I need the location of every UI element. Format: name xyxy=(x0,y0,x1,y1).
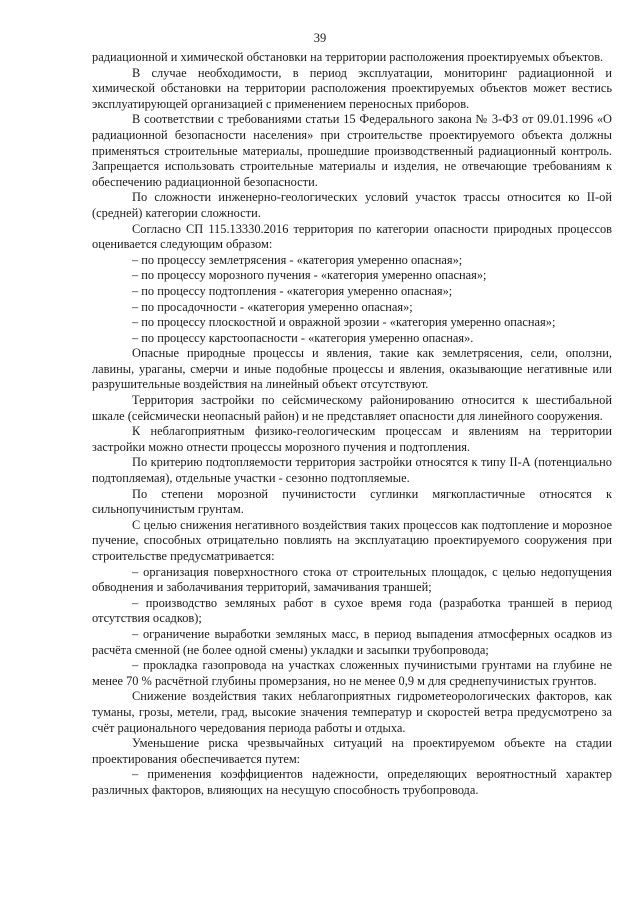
paragraph-mitigation-intro: С целью снижения негативного воздействия таких процессов как подтопление и морозное пучение, способных отрицательно повлиять на эксплуатацию проектируемого сооружения при строительстве предусматривается: xyxy=(92,517,612,563)
page-number: 39 xyxy=(313,31,327,45)
list-item-runoff: – организация поверхностного стока от строительных площадок, с целью недопущения обводнения и заболачивания территорий, замачивания траншей; xyxy=(92,564,612,595)
paragraph-frost-soils: По степени морозной пучинистости суглинки мягкопластичные относятся к сильнопучинистым грунтам. xyxy=(92,486,612,517)
paragraph-hazardous-processes: Опасные природные процессы и явления, такие как землетрясения, сели, оползни, лавины, ураганы, смерчи и иные подобные процессы и явления, оказывающие негативные или разрушительные воздействия на линейный объект отсутствуют. xyxy=(92,346,612,392)
paragraph-federal-law: В соответствии с требованиями статьи 15 Федерального закона № 3-ФЗ от 09.01.1996 «О радиационной безопасности населения» при строительстве проектируемого объекта должны применяться строительные материалы, прошедшие производственный радиационный контроль. Запрещается использовать строительные материалы и изделия, не отвечающие требованиям к обеспечению радиационной безопасности. xyxy=(92,112,612,189)
list-item-subsidence: – по просадочности - «категория умеренно опасная»; xyxy=(132,299,413,314)
list-item-dry-season: – производство земляных работ в сухое время года (разработка траншей в период отсутствия осадков); xyxy=(92,595,612,626)
list-item-reliability: – применения коэффициентов надежности, определяющих вероятностный характер различных факторов, влияющих на несущую способность трубопровода. xyxy=(92,767,612,797)
list-item-pipeline-depth: – прокладка газопровода на участках сложенных пучинистыми грунтами на глубине не менее 70 % расчётной глубины промерзания, но не менее 0,9 м для среднепучинистых грунтов. xyxy=(92,658,612,688)
paragraph-weather-factors: Снижение воздействия таких неблагоприятных гидрометеорологических факторов, как туманы, грозы, метели, град, высокие значения температур и скоростей ветра предусмотрено за счёт рационального чередования периода работы и отдыха. xyxy=(92,689,612,735)
paragraph-seismic: Территория застройки по сейсмическому районированию относится к шестибальной шкале (сейсмически неопасный район) и не представляет опасности для линейного сооружения. xyxy=(92,393,612,423)
list-item-excavation-limit: – ограничение выработки земляных масс, в период выпадения атмосферных осадков из расчёта сменной (не более одной смены) укладки и засыпки трубопровода; xyxy=(92,626,612,657)
list-item-earthquake: – по процессу землетрясения - «категория умеренно опасная»; xyxy=(132,252,463,267)
paragraph-continuation: радиационной и химической обстановки на территории расположения проектируемых объектов. xyxy=(92,50,604,64)
list-item-frost-heave: – по процессу морозного пучения - «категория умеренно опасная»; xyxy=(132,268,487,283)
list-item-karst: – по процессу карстоопасности - «категория умеренно опасная». xyxy=(132,330,474,345)
list-item-erosion: – по процессу плоскостной и овражной эрозии - «категория умеренно опасная»; xyxy=(132,315,556,330)
paragraph-flooding-type: По критерию подтопляемости территория застройки относятся к типу II-А (потенциально подтопляемая), отдельные участки - сезонно подтопляемые. xyxy=(92,455,612,486)
paragraph-hazard-intro: Согласно СП 115.13330.2016 территория по категории опасности природных процессов оценивается следующим образом: xyxy=(92,221,612,252)
paragraph-adverse-processes: К неблагоприятным физико-геологическим процессам и явлениям на территории застройки можно отнести процессы морозного пучения и подтопления. xyxy=(92,424,612,454)
list-item-flooding: – по процессу подтопления - «категория умеренно опасная»; xyxy=(132,283,453,298)
paragraph-risk-reduction: Уменьшение риска чрезвычайных ситуаций на проектируемом объекте на стадии проектирования обеспечивается путем: xyxy=(92,736,612,766)
document-body xyxy=(92,50,612,799)
paragraph-geology-category: По сложности инженерно-геологических условий участок трассы относится ко II-ой (средней) категории сложности. xyxy=(92,190,612,220)
paragraph-monitoring: В случае необходимости, в период эксплуатации, мониторинг радиационной и химической обстановки на территории расположения проектируемых объектов может вестись эксплуатирующей организацией с применением переносных приборов. xyxy=(92,65,612,111)
